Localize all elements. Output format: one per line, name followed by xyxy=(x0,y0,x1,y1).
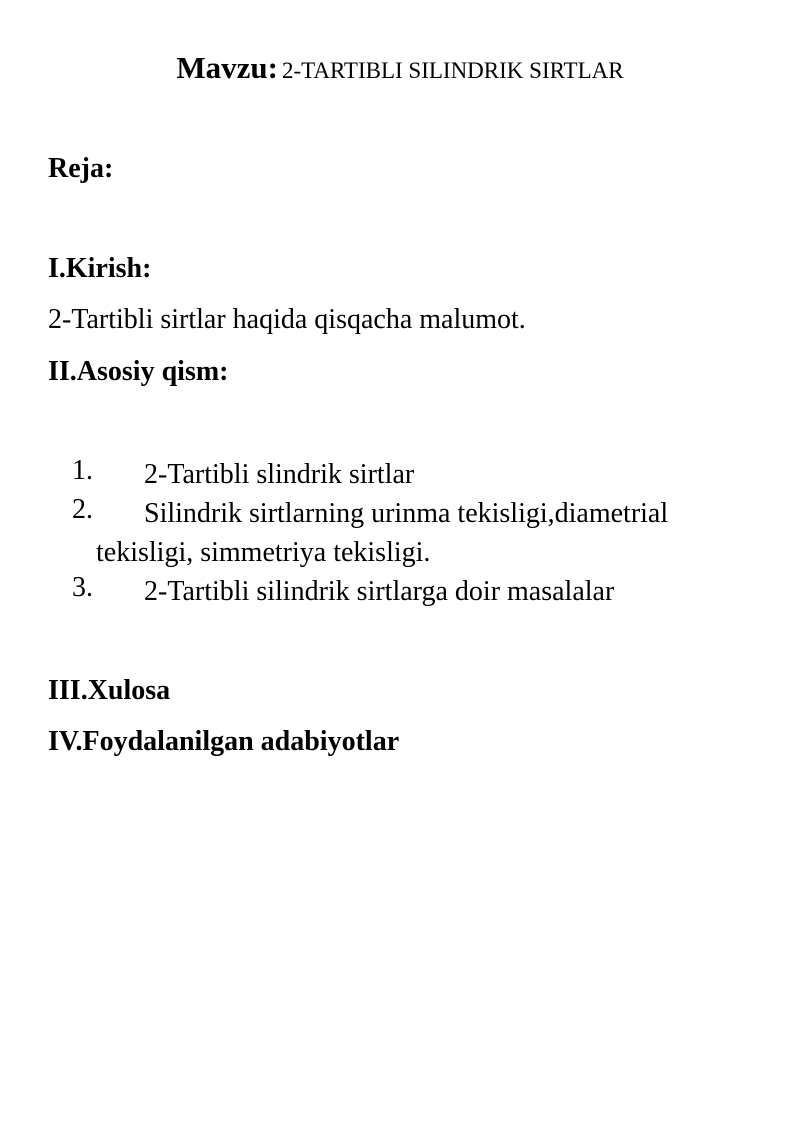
list-item-number: 1. xyxy=(72,455,93,486)
list-item-number: 2. xyxy=(72,494,93,525)
title-text: 2-TARTIBLI SILINDRIK SIRTLAR xyxy=(281,58,624,83)
list-item-number: 3. xyxy=(72,572,93,603)
list-item xyxy=(0,494,800,572)
xulosa-heading: III.Xulosa xyxy=(48,675,171,706)
list-item-text: Silindrik sirtlarning urinma tekisligi,diametrial tekisligi, simmetriya tekisligi. xyxy=(96,498,669,568)
list-item xyxy=(0,455,800,494)
plan-list xyxy=(0,455,800,611)
list-item-text: 2-Tartibli silindrik sirtlarga doir masalalar xyxy=(144,576,615,607)
reja-heading: Reja: xyxy=(48,153,114,184)
list-item xyxy=(0,572,800,611)
kirish-text: 2-Tartibli sirtlar haqida qisqacha malumot. xyxy=(48,304,526,335)
asosiy-heading: II.Asosiy qism: xyxy=(48,356,229,387)
title-label: Mavzu: xyxy=(176,50,278,85)
list-item-text: 2-Tartibli slindrik sirtlar xyxy=(144,459,415,490)
kirish-heading: I.Kirish: xyxy=(48,253,152,284)
adabiyotlar-heading: IV.Foydalanilgan adabiyotlar xyxy=(48,726,400,757)
page-title xyxy=(0,50,800,86)
